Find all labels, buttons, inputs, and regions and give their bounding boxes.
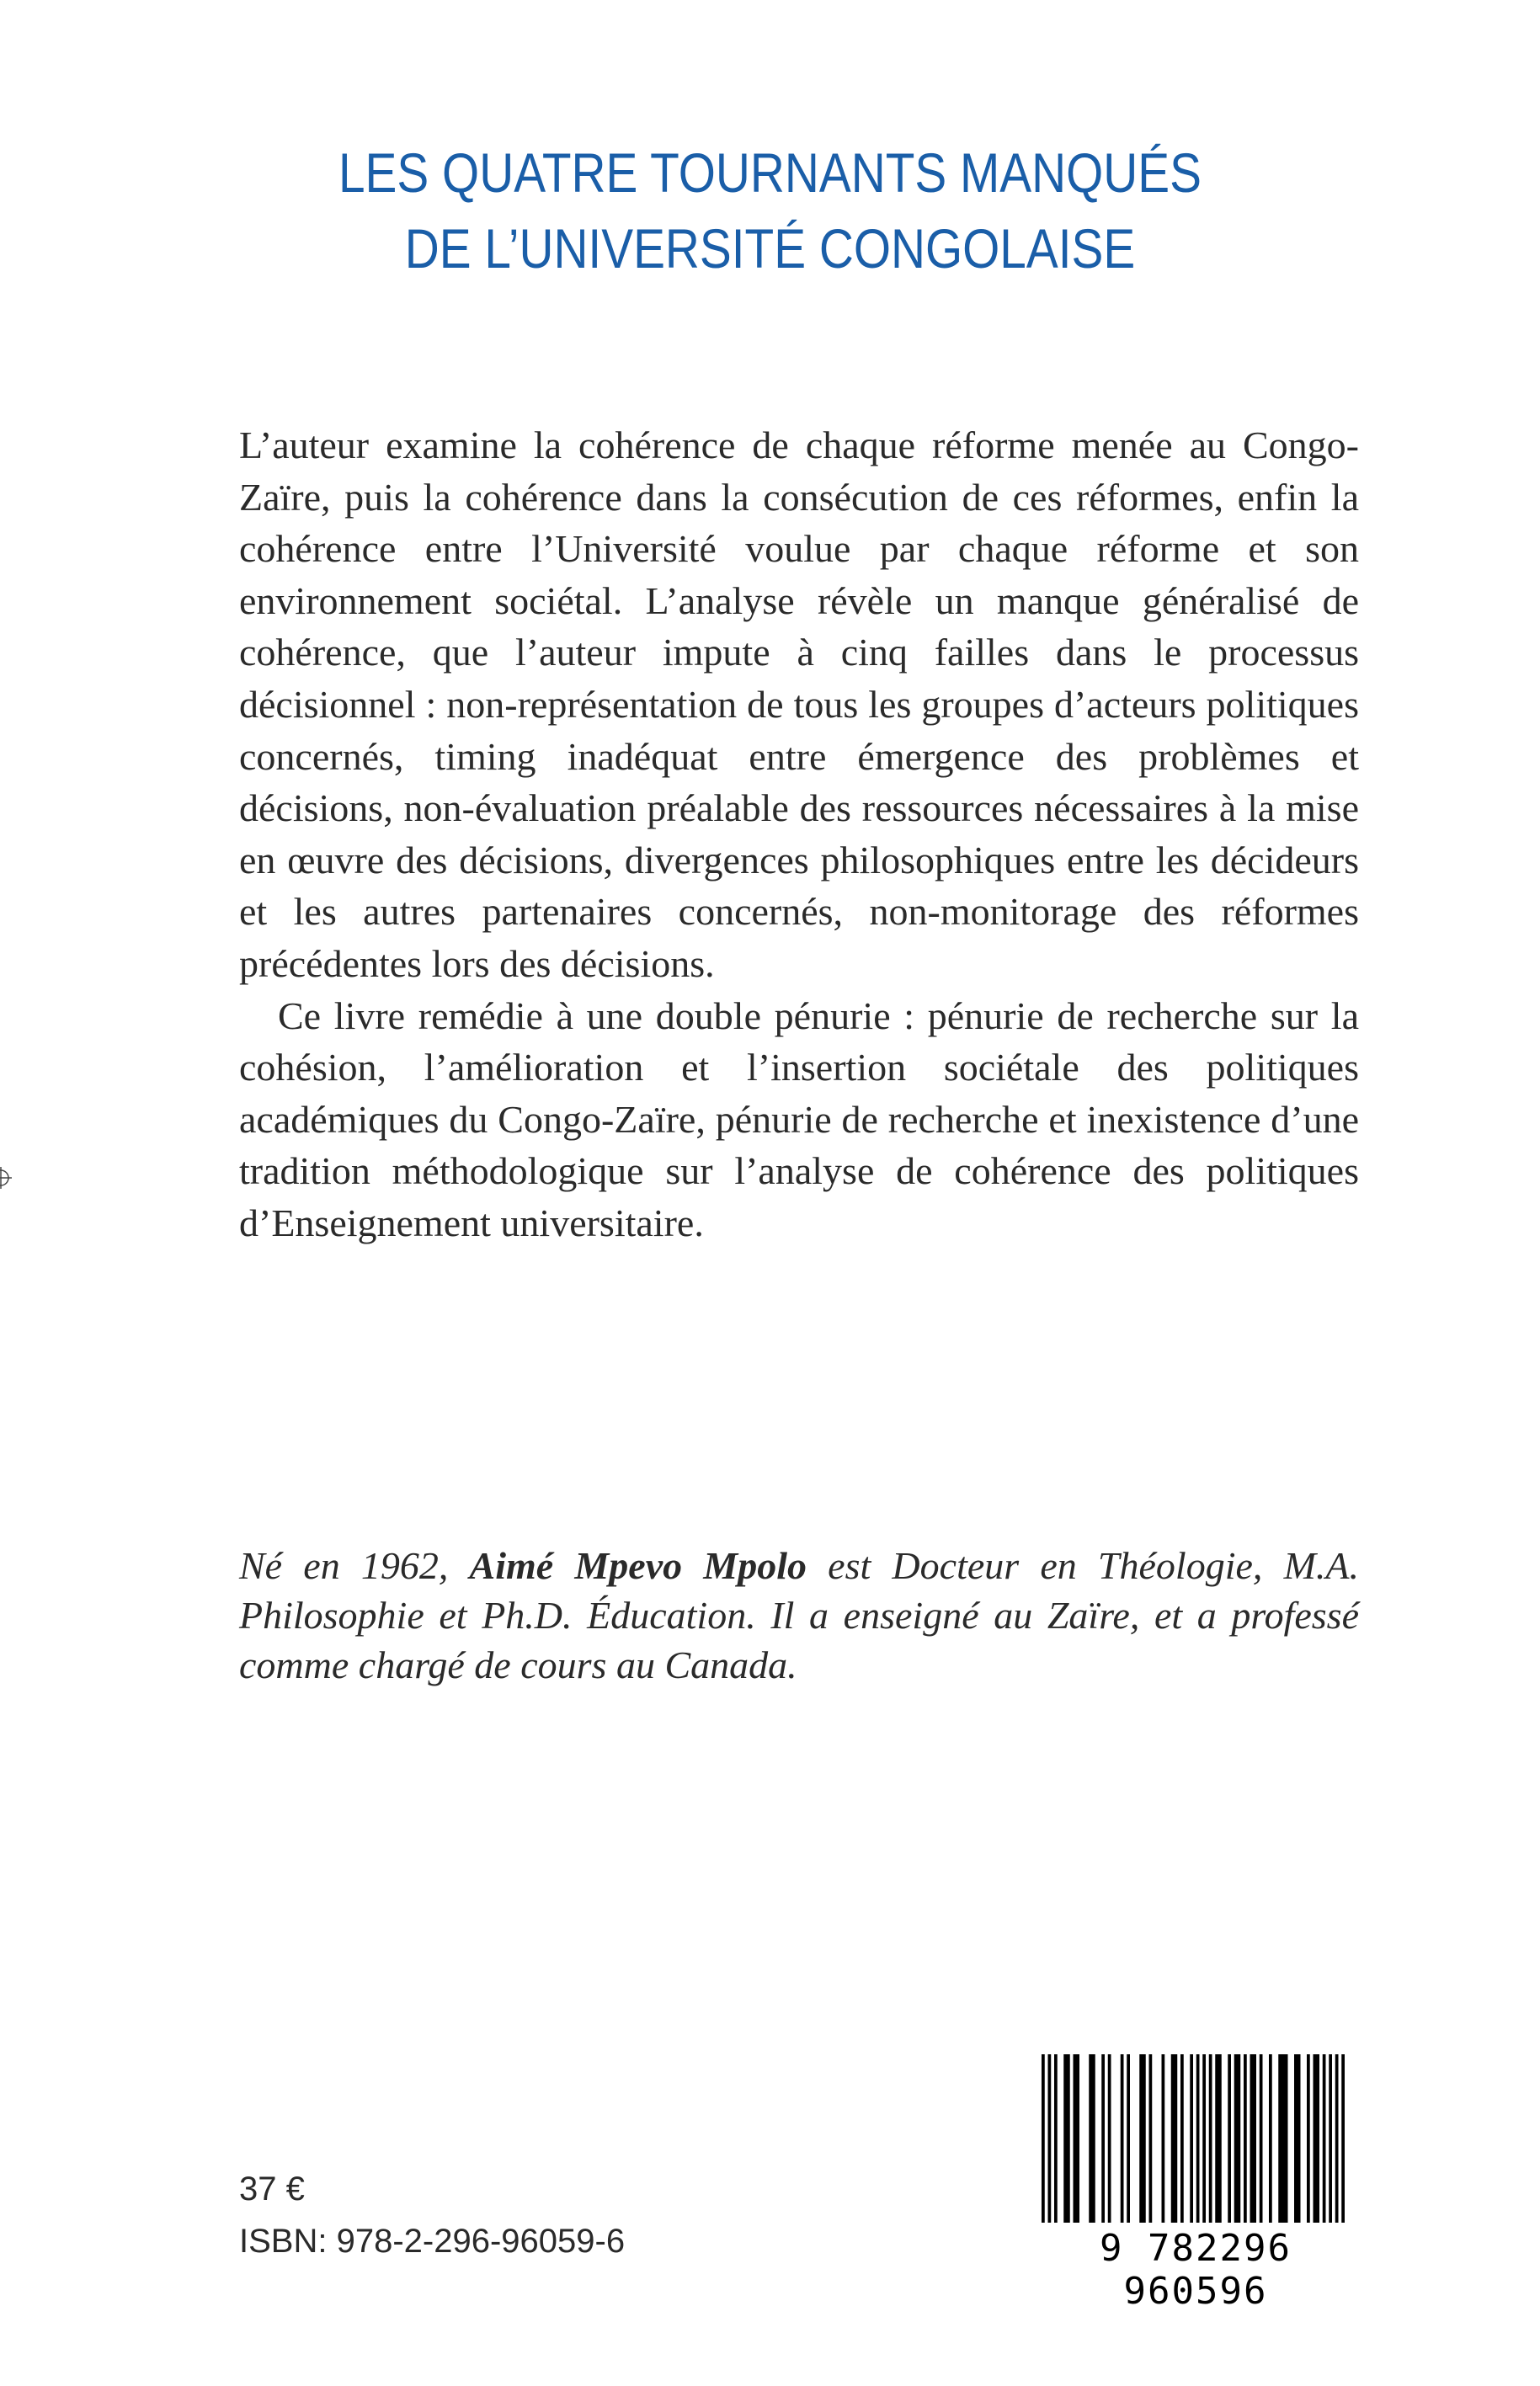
barcode-bar	[1278, 2054, 1287, 2223]
barcode-bar	[1162, 2054, 1165, 2223]
barcode-bar	[1269, 2054, 1272, 2223]
barcode-bar	[1294, 2054, 1301, 2223]
barcode-bar	[1228, 2054, 1231, 2223]
barcode-bar	[1190, 2054, 1193, 2223]
barcode-bar	[1048, 2054, 1052, 2223]
registration-mark-icon	[0, 1165, 13, 1190]
barcode-bar	[1341, 2054, 1345, 2223]
barcode-bar	[1108, 2054, 1111, 2223]
barcode-bar	[1042, 2054, 1045, 2223]
book-summary	[239, 419, 1359, 1249]
barcode-bar	[1209, 2054, 1212, 2223]
barcode-bar	[1335, 2054, 1339, 2223]
barcode-bar	[1101, 2054, 1105, 2223]
author-bio-prefix: Né en 1962,	[239, 1544, 470, 1587]
barcode-bar	[1139, 2054, 1146, 2223]
book-title-line-1: LES QUATRE TOURNANTS MANQUÉS	[338, 141, 1202, 204]
summary-paragraph-2: Ce livre remédie à une double pénurie : pénurie de recherche sur la cohésion, l’amélioration et l’insertion sociétale des politiques académiques du Congo-Zaïre, pénurie de recherche et inexistence d’une tradition méthodologique sur l’analyse de cohérence des politiques d’Enseignement universitaire.	[239, 993, 1359, 1244]
barcode-bar	[1171, 2054, 1178, 2223]
book-title-line-2: DE L’UNIVERSITÉ CONGOLAISE	[404, 217, 1136, 280]
barcode-bar	[1244, 2054, 1247, 2223]
author-name: Aimé Mpevo Mpolo	[469, 1544, 807, 1587]
author-bio-suffix: est Docteur en Théologie, M.A. Philosophie et Ph.D. Éducation. Il a enseigné au Zaïre, et a professé comme chargé de cours au Canada.	[239, 1544, 1360, 1686]
barcode-bar	[1121, 2054, 1124, 2223]
barcode-bar	[1323, 2054, 1326, 2223]
barcode-bar	[1063, 2054, 1070, 2223]
barcode-bar	[1180, 2054, 1184, 2223]
barcode-bar	[1054, 2054, 1058, 2223]
barcode-bar	[1329, 2054, 1332, 2223]
barcode-bar	[1127, 2054, 1130, 2223]
summary-paragraph-1: L’auteur examine la cohérence de chaque réforme menée au Congo-Zaïre, puis la cohérence dans la consécution de ces réformes, enfin la cohérence entre l’Université voulue par chaque réforme et son environnement sociétal. L’analyse révèle un manque généralisé de cohérence, que l’auteur impute à cinq failles dans le processus décisionnel : non-représentation de tous les groupes d’acteurs politiques concernés, timing inadéquat entre émergence des problèmes et décisions, non-évaluation préalable des ressources nécessaires à la mise en œuvre des décisions, divergences philosophiques entre les décideurs et les autres partenaires concernés, non-monitorage des réformes précédentes lors des décisions.	[239, 423, 1359, 985]
author-bio	[239, 1541, 1359, 1690]
barcode-bar	[1250, 2054, 1257, 2223]
barcode-bar	[1089, 2054, 1095, 2223]
barcode-bar	[1196, 2054, 1200, 2223]
barcode	[1031, 2054, 1360, 2313]
barcode-bar	[1314, 2054, 1320, 2223]
book-title	[0, 135, 1540, 286]
barcode-bar	[1149, 2054, 1153, 2223]
barcode-bar	[1307, 2054, 1310, 2223]
barcode-bars	[1040, 2054, 1351, 2223]
price-label: 37 €	[239, 2170, 305, 2208]
barcode-bar	[1074, 2054, 1080, 2223]
barcode-bar	[1215, 2054, 1222, 2223]
barcode-digits: 9 782296 960596	[1100, 2227, 1292, 2313]
barcode-bar	[1202, 2054, 1206, 2223]
isbn-label: ISBN: 978-2-296-96059-6	[239, 2223, 626, 2260]
barcode-bar	[1234, 2054, 1241, 2223]
barcode-bar	[1260, 2054, 1263, 2223]
